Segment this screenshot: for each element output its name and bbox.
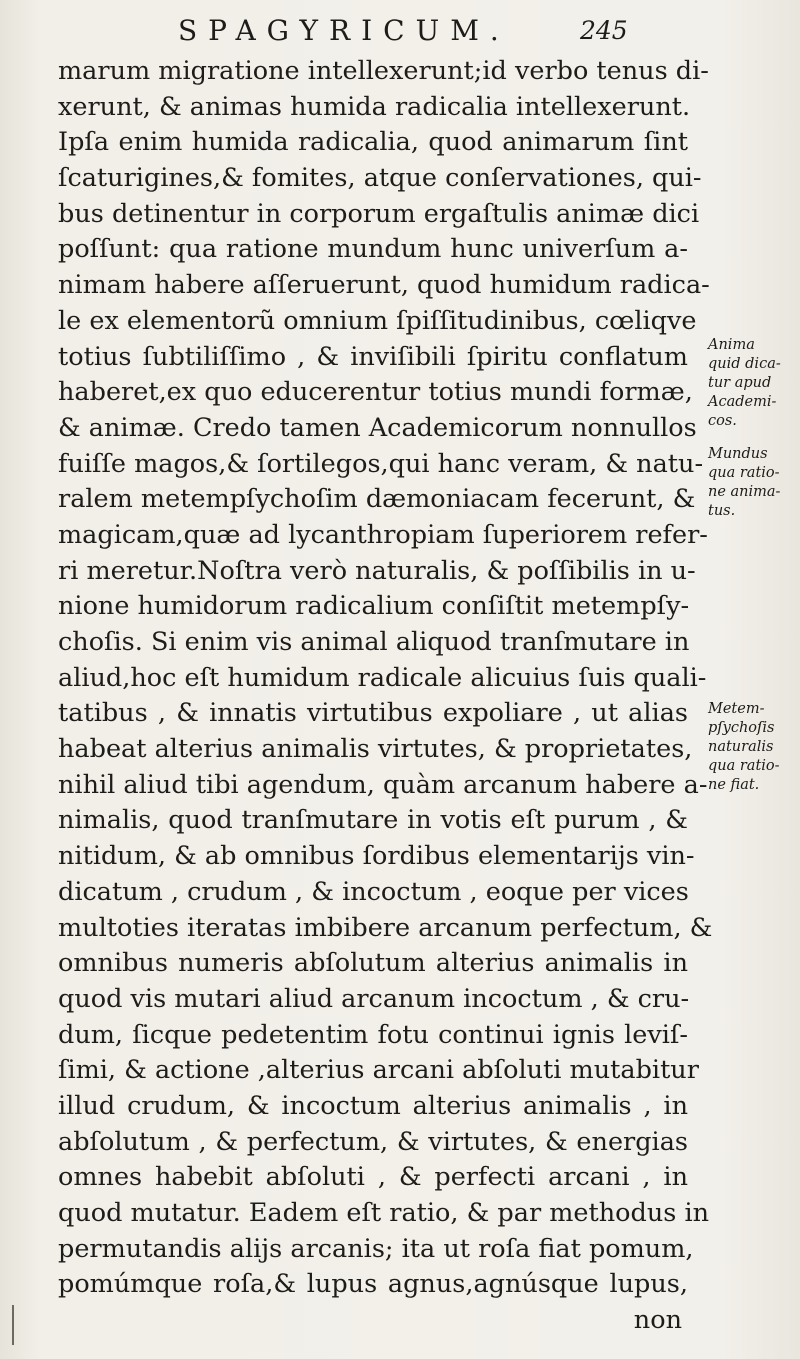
marginal-note-line: tur apud: [708, 375, 772, 391]
text-line: aliud,hoc eſt humidum radicale alicuius ſuis quali-: [58, 662, 707, 693]
marginal-note-line: naturalis: [708, 739, 774, 755]
marginal-note-line: qua ratio-: [708, 758, 780, 774]
text-line: multoties iteratas imbibere arcanum perfectum, &: [58, 912, 713, 943]
text-line: nimam habere aſſeruerunt, quod humidum radica-: [58, 270, 710, 301]
text-line: dicatum , crudum , & incoctum , eoque per vices: [58, 876, 689, 907]
marginal-note-line: Mundus: [708, 446, 768, 462]
text-line: illud crudum, & incoctum alterius animalis , in: [58, 1090, 688, 1121]
text-line: abſolutum , & perfectum, & virtutes, & energias: [58, 1126, 688, 1157]
text-line: nitidum, & ab omnibus ſordibus elementarijs vin-: [58, 841, 695, 872]
marginal-note-line: tus.: [708, 503, 736, 519]
text-line: marum migratione intellexerunt;id verbo tenus di-: [58, 56, 709, 86]
text-line: quod mutatur. Eadem eſt ratio, & par methodus in: [58, 1198, 710, 1228]
text-line: xerunt, & animas humida radicalia intellexerunt.: [58, 91, 691, 122]
text-line: choſis. Si enim vis animal aliquod tranſmutare in: [58, 627, 690, 657]
text-line: haberet,ex quo educerentur totius mundi formæ,: [58, 377, 693, 408]
text-line: totius ſubtiliſſimo , & inviſibili ſpiritu conflatum: [58, 341, 688, 372]
main-text-block: [58, 54, 713, 1339]
text-line: dum, ſicque pedetentim fotu continui ignis leviſ-: [58, 1019, 688, 1050]
text-line: permutandis alijs arcanis; ita ut roſa fiat pomum,: [58, 1233, 694, 1264]
text-line: omnes habebit abſoluti , & perfecti arcani , in: [58, 1162, 688, 1193]
running-title: SPAGYRICUM.: [178, 14, 510, 47]
text-line: nione humidorum radicalium conſiſtit metempſy-: [58, 591, 690, 622]
marginal-note-mundus: [708, 445, 798, 521]
text-line: ralem metempſychoſim dæmoniacam fecerunt, &: [58, 484, 696, 515]
text-line: quod vis mutari aliud arcanum incoctum , & cru-: [58, 983, 690, 1014]
marginal-note-metempsychosis: [708, 700, 798, 795]
marginal-note-line: Metem-: [708, 701, 765, 717]
text-line: omnibus numeris abſolutum alterius animalis in: [58, 948, 688, 979]
marginal-note-line: ne fiat.: [708, 777, 760, 793]
marginal-note-anima: [708, 336, 798, 431]
page-header: [0, 14, 700, 50]
text-line: ſcaturigines,& fomites, atque conſervationes, qui-: [58, 163, 702, 194]
marginal-note-line: ne anima-: [708, 484, 781, 500]
text-line: le ex elementorũ omnium ſpiſſitudinibus, cœliqve: [58, 305, 697, 336]
text-line: poſſunt: qua ratione mundum hunc univerſum a-: [58, 234, 688, 265]
text-line: & animæ. Credo tamen Academicorum nonnullos: [58, 412, 697, 443]
text-line: bus detinentur in corporum ergaſtulis animæ dici: [58, 198, 700, 229]
text-line: nihil aliud tibi agendum, quàm arcanum habere a-: [58, 769, 708, 800]
marginal-note-line: qua ratio-: [708, 465, 780, 481]
text-line: tatibus , & innatis virtutibus expoliare , ut alias: [58, 698, 688, 729]
text-line: fuiſſe magos,& ſortilegos,qui hanc veram, & natu-: [58, 448, 704, 479]
marginal-note-line: cos.: [708, 413, 737, 429]
page-edge-mark: [12, 1305, 24, 1345]
text-line: ſimi, & actione ,alterius arcani abſoluti mutabitur: [58, 1055, 699, 1086]
text-line: nimalis, quod tranſmutare in votis eſt purum , &: [58, 805, 688, 836]
page-number: 245: [580, 16, 628, 45]
marginal-note-line: pſychoſis: [708, 720, 775, 736]
marginal-note-line: Academi-: [708, 394, 777, 410]
text-line: pomúmque roſa,& lupus agnus,agnúsque lupus,: [58, 1269, 688, 1300]
text-line: Ipſa enim humida radicalia, quod animarum ſint: [58, 127, 688, 158]
marginal-note-line: quid dica-: [708, 356, 781, 372]
marginal-note-line: Anima: [708, 337, 755, 353]
text-line: non: [633, 1305, 682, 1336]
text-line: ri meretur.Noſtra verò naturalis, & poſſibilis in u-: [58, 555, 696, 586]
text-line: habeat alterius animalis virtutes, & proprietates,: [58, 734, 693, 765]
text-line: magicam,quæ ad lycanthropiam ſuperiorem refer-: [58, 519, 708, 550]
